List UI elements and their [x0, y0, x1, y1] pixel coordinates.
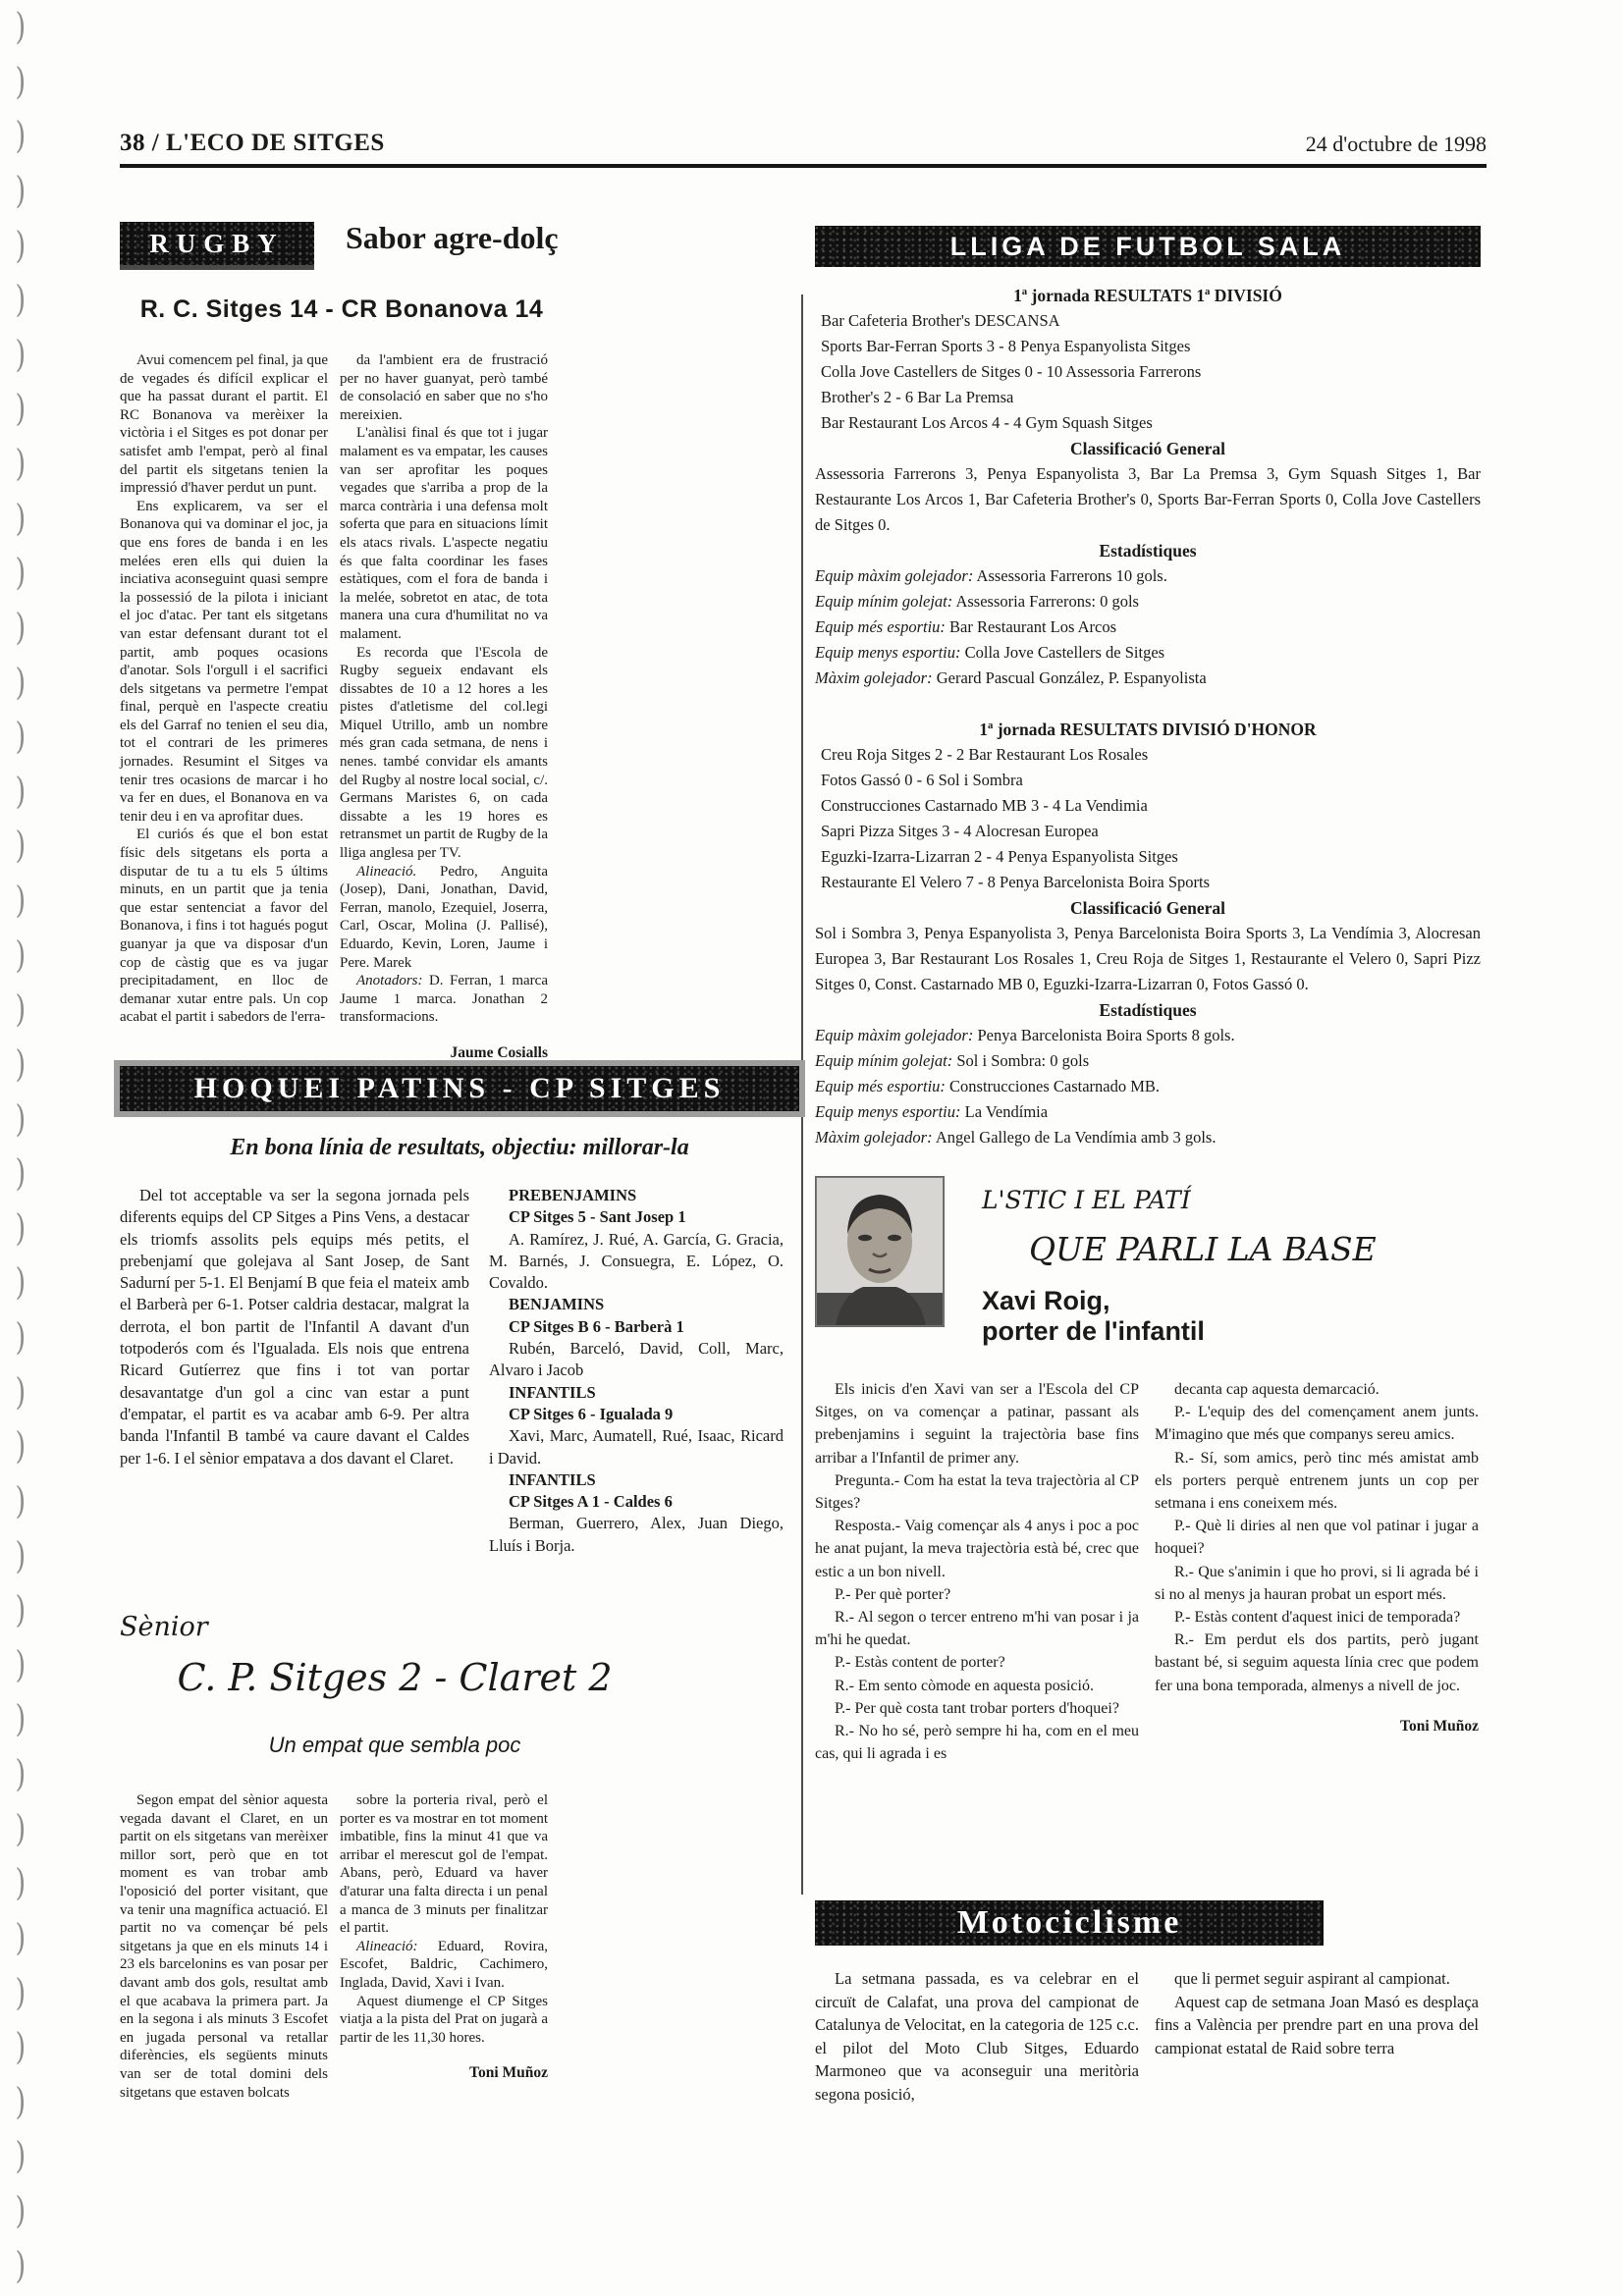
binding-mark: ) [15, 769, 27, 812]
rugby-column-2 [340, 351, 548, 1063]
paragraph: R.- Que s'animin i que ho provi, si li agrada bé i si no al menys ja hauran probat un esport més. [1155, 1563, 1479, 1603]
stat-line: Equip mínim golejat: Sol i Sombra: 0 gols [815, 1051, 1090, 1070]
binding-mark: ) [15, 2188, 27, 2232]
paragraph: Sapri Pizza Sitges 3 - 4 Alocresan Europea [821, 822, 1099, 840]
binding-mark: ) [15, 1587, 27, 1631]
binding-strip [2, 4, 39, 2286]
paragraph: P.- Estàs content de porter? [835, 1654, 1005, 1672]
stat-label: Màxim golejador: [815, 668, 933, 687]
stat-line: Equip màxim golejador: Penya Barcelonista Boira Sports 8 gols. [815, 1026, 1235, 1044]
team-category: INFANTILS [509, 1382, 596, 1402]
binding-mark: ) [15, 2024, 27, 2068]
paragraph: P.- Estàs content d'aquest inici de temporada? [1174, 1609, 1461, 1627]
hoquei-article [120, 1185, 799, 1557]
paragraph: decanta cap aquesta demarcació. [1174, 1381, 1380, 1398]
rugby-column-2-paras [340, 351, 548, 863]
binding-mark: ) [15, 1642, 27, 1685]
stat-label: Alineació: [356, 1938, 418, 1954]
paragraph: da l'ambient era de frustració per no haver guanyat, però també de consolació en saber que no s'ho mereixien. [340, 352, 548, 423]
binding-mark: ) [15, 59, 27, 102]
paragraph: Construcciones Castarnado MB 3 - 4 La Vendimia [821, 796, 1148, 815]
paragraph: Resposta.- Vaig començar als 4 anys i poc a poc he anat pujant, la meva trajectòria està bé, crec que estic a un bon nivell. [815, 1518, 1139, 1580]
stat-line: Equip més esportiu: Bar Restaurant Los Arcos [815, 617, 1117, 636]
rugby-match-title: R. C. Sitges 14 - CR Bonanova 14 [139, 295, 544, 323]
edition-title: 38 / L'ECO DE SITGES [120, 130, 385, 156]
rugby-byline: Jaume Cosialls [450, 1043, 548, 1061]
paragraph: sobre la porteria rival, però el porter es va mostrar en tot moment imbatible, fins la minut 41 que va arribar el merescut gol de l'empat. Abans, però, Eduard va haver d'aturar una falta directa i un penal a manca de 3 minuts per finalitzar el partit. [340, 1792, 548, 1937]
binding-mark: ) [15, 168, 27, 212]
paragraph: P.- Què li diries al nen que vol patinar i jugar a hoquei? [1155, 1518, 1479, 1558]
binding-mark: ) [15, 1970, 27, 2013]
binding-mark: ) [15, 2079, 27, 2122]
division1-classificacio-title: Classificació General [1070, 439, 1225, 458]
interview-kicker: L'STIC I EL PATÍ [982, 1186, 1191, 1214]
interview-titles [982, 1176, 1377, 1347]
binding-mark: ) [15, 1041, 27, 1086]
interview-column-2-paras [1155, 1378, 1479, 1697]
division1-estadistiques-title: Estadístiques [1099, 541, 1197, 561]
paragraph: Restaurante El Velero 7 - 8 Penya Barcelonista Boira Sports [821, 873, 1211, 891]
interview-subject-role: porter de l'infantil [982, 1316, 1205, 1346]
binding-mark: ) [15, 114, 27, 157]
binding-mark: ) [15, 605, 27, 649]
hoquei-narrative-column [120, 1185, 469, 1557]
team-match: CP Sitges A 1 - Caldes 6 [509, 1492, 673, 1512]
futbol-sala-banner: LLIGA DE FUTBOL SALA [815, 226, 1481, 267]
hoquei-subhead: En bona línia de resultats, objectiu: millorar-la [230, 1135, 689, 1160]
rugby-column-1 [120, 351, 328, 1063]
rugby-section [120, 222, 564, 1063]
paragraph: Eguzki-Izarra-Lizarran 2 - 4 Penya Espanyolista Sitges [821, 847, 1178, 866]
paragraph: Pregunta.- Com ha estat la teva trajectòria al CP Sitges? [815, 1471, 1139, 1513]
paragraph: R.- Em perdut els dos partits, però jugant bastant bé, si seguim aquesta línia crec que podem fer una bona temporada, almenys a nivell de joc. [1155, 1631, 1479, 1694]
motociclisme-section [815, 1900, 1481, 2106]
honor-classificacio-title: Classificació General [1070, 898, 1225, 918]
binding-mark: ) [15, 441, 27, 485]
senior-match-title: C. P. Sitges 2 - Claret 2 [177, 1656, 613, 1699]
senior-column-2 [340, 1791, 548, 2102]
binding-mark: ) [15, 277, 27, 321]
binding-mark: ) [15, 332, 27, 375]
binding-mark: ) [15, 551, 27, 594]
stat-label: Equip mínim golejat: [815, 592, 953, 611]
stat-line: Anotadors: D. Ferran, 1 marca Jaume 1 marca. Jonathan 2 transformacions. [340, 973, 548, 1026]
motociclisme-article [815, 1967, 1481, 2106]
paragraph: Brother's 2 - 6 Bar La Premsa [821, 388, 1014, 406]
team-players: Xavi, Marc, Aumatell, Rué, Isaac, Ricard i David. [489, 1426, 784, 1468]
binding-mark: ) [15, 824, 27, 867]
paragraph: L'anàlisi final és que tot i jugar malament es va empatar, les causes van ser aprofitar les poques vegades que s'arriba a prop de la marca contrària i una defensa molt soferta que para en situacions límit els atacs rivals. L'aspecte negatiu és que falta coordinar les fases estàtiques, com el fora de banda i la melée, sobretot en atac, de tota manera una cura d'humilitat no va malament. [340, 425, 548, 642]
binding-mark: ) [15, 714, 27, 758]
binding-mark: ) [15, 988, 27, 1031]
division1-results [815, 308, 1481, 436]
column-rule [801, 294, 803, 1895]
senior-column-1 [120, 1791, 328, 2102]
stat-label: Màxim golejador: [815, 1128, 933, 1147]
team-players: A. Ramírez, J. Rué, A. García, G. Gracia, M. Barnés, J. Consuegra, E. López, O. Covaldo. [489, 1229, 784, 1293]
binding-mark: ) [15, 1806, 27, 1849]
senior-label: Sènior [120, 1612, 208, 1642]
binding-mark: ) [15, 1697, 27, 1740]
binding-mark: ) [15, 1260, 27, 1304]
division1-stats [815, 563, 1481, 691]
stat-line: Equip mínim golejat: Assessoria Farrerons: 0 gols [815, 592, 1139, 611]
binding-mark: ) [15, 387, 27, 430]
paragraph: Colla Jove Castellers de Sitges 0 - 10 Assessoria Farrerons [821, 362, 1202, 381]
honor-estadistiques-title: Estadístiques [1099, 1000, 1197, 1020]
honor-results [815, 742, 1481, 895]
hoquei-section [120, 1066, 799, 1557]
interview-title: QUE PARLI LA BASE [1029, 1230, 1377, 1268]
senior-article [120, 1791, 670, 2102]
page-header [120, 130, 1487, 168]
rugby-headline: Sabor agre-dolç [346, 220, 559, 255]
binding-mark: ) [15, 496, 27, 539]
team-category: INFANTILS [509, 1469, 596, 1489]
interview-article [815, 1378, 1481, 1765]
paragraph: Fotos Gassó 0 - 6 Sol i Sombra [821, 771, 1023, 789]
binding-mark: ) [15, 223, 27, 266]
team-category: BENJAMINS [509, 1295, 605, 1314]
xavi-roig-photo [815, 1176, 945, 1327]
hoquei-results-column [489, 1185, 784, 1557]
team-players: Berman, Guerrero, Alex, Juan Diego, Lluís i Borja. [489, 1514, 784, 1555]
paragraph: La setmana passada, es va celebrar en el circuït de Calafat, una prova del campionat de Catalunya de Velocitat, en la categoria de 125 c.c. el pilot del Moto Club Sitges, Eduardo Marmoneo que va aconseguir una meritòria segona posició, [815, 1969, 1139, 2104]
paragraph: El curiós és que el bon estat físic dels sitgetans els porta a disputar de tu a tu els 5 últims minuts, en un partit que ja tenia que estar sentenciat a favor del Bonanova, i fins i tot hagués pogut guanyar ja que va disposar d'un cop de càstig que es va jugar precipitadament, en lloc de demanar xutar entre pals. Un cop acabat el partit i sabedors de l'erra- [120, 827, 328, 1026]
team-match: CP Sitges 5 - Sant Josep 1 [509, 1207, 686, 1227]
paragraph: R.- Al segon o tercer entreno m'hi van posar i ja m'hi he quedat. [815, 1609, 1139, 1649]
paragraph: Aquest cap de setmana Joan Masó es desplaça fins a València per prendre part en una prova del campionat estatal de Raid sobre terra [1155, 1992, 1479, 2057]
binding-mark: ) [15, 1205, 27, 1249]
paragraph: P.- L'equip des del començament anem junts. M'imagino que més que companys sereu amics. [1155, 1404, 1479, 1444]
rugby-article [120, 351, 564, 1063]
senior-section [120, 1612, 670, 2102]
stat-label: Equip màxim golejador: [815, 566, 974, 585]
paragraph: que li permet seguir aspirant al campionat. [1174, 1969, 1450, 1988]
binding-mark: ) [15, 878, 27, 922]
binding-mark: ) [15, 1096, 27, 1140]
paragraph: R.- No ho sé, però sempre hi ha, com en el meu cas, qui li agrada i es [815, 1723, 1139, 1763]
binding-mark: ) [15, 1861, 27, 1904]
paragraph: Ens explicarem, va ser el Bonanova qui va dominar el joc, ja que ens fores de banda i en les melées eren ells qui duien la inciativa aconseguint quasi sempre la possessió de la pilota i iniciant el joc d'atac. Per tant els sitgetans van estar defensant durant tot el partit, amb poques ocasions d'anotar. Sols l'orgull i el sacrifici dels sitgetans va permetre l'empat final, perquè en l'aspecte creatiu els del Garraf no tenien el seu dia, tot el contrari de les primeres jornades. Resumint el Sitges va tenir tres ocasions de marcar i ho va fer en dues, el Bonanova en va tenir deu i en va aprofitar dues. [120, 498, 328, 825]
interview-section [815, 1176, 1481, 1765]
team-match: CP Sitges 6 - Igualada 9 [509, 1404, 674, 1423]
division1-title: 1ª jornada RESULTATS 1ª DIVISIÓ [1013, 286, 1282, 305]
stat-label: Equip menys esportiu: [815, 643, 961, 662]
motociclisme-banner: Motociclisme [815, 1900, 1324, 1946]
binding-mark: ) [15, 1150, 27, 1195]
senior-column-2-paras-b [340, 1993, 548, 2048]
paragraph: R.- Em sento còmode en aquesta posició. [835, 1677, 1094, 1694]
paragraph: Bar Restaurant Los Arcos 4 - 4 Gym Squash Sitges [821, 413, 1153, 432]
binding-mark: ) [15, 1424, 27, 1468]
binding-mark: ) [15, 2134, 27, 2177]
stat-label: Equip més esportiu: [815, 1077, 946, 1095]
binding-mark: ) [15, 4, 27, 48]
paragraph: Els inicis d'en Xavi van ser a l'Escola del CP Sitges, on va començar a patinar, passant als prebenjamins i seguint la trajectòria base fins arribar a l'Infantil de primer any. [815, 1381, 1139, 1467]
binding-mark: ) [15, 1751, 27, 1795]
binding-mark: ) [15, 1478, 27, 1522]
stat-label: Equip mínim golejat: [815, 1051, 953, 1070]
motociclisme-column-1 [815, 1967, 1139, 2106]
honor-classificacio: Sol i Sombra 3, Penya Espanyolista 3, Penya Barcelonista Boira Sports 3, La Vendímia 3, Alocresan Europea 3, Bar Restaurant Los Rosales 1, Creu Roja de Sitges 1, Restaurante el Velero 0, Sapri Pizz Sitges 0, Const. Castarnado MB 0, Eguzki-Izarra-Lizarran 0, Fotos Gassó 0. [815, 924, 1481, 993]
paragraph: Es recorda que l'Escola de Rugby segueix endavant els dissabtes de 10 a 12 hores a les pistes d'atletisme del col.legi Miquel Utrillo, amb un nombre més gran cada setmana, de nens i nenes. també convidar els amants del Rugby al nostre local social, c/. Germans Maristes 6, on cada dissabte a les 19 hores es retransmet un partit de Rugby de la lliga anglesa per TV. [340, 644, 548, 862]
senior-column-2-paras-a [340, 1791, 548, 1938]
binding-mark: ) [15, 660, 27, 703]
issue-date: 24 d'octubre de 1998 [1305, 132, 1487, 156]
futbol-sala-body [815, 283, 1481, 1150]
stat-line: Equip menys esportiu: La Vendímia [815, 1102, 1049, 1121]
interview-header [815, 1176, 1481, 1347]
stat-label: Equip més esportiu: [815, 617, 946, 636]
team-match: CP Sitges B 6 - Barberà 1 [509, 1316, 684, 1336]
paragraph: Avui comencem pel final, ja que de vegades és difícil explicar el que ha passat durant el partit. El RC Bonanova va merèixer la victòria i el Sitges es pot donar per satisfet amb l'empat, però al final del partit els sitgetans tenien la impressió d'haver perdut un punt. [120, 352, 328, 497]
stat-line: Màxim golejador: Gerard Pascual González, P. Espanyolista [815, 668, 1207, 687]
senior-subtitle: Un empat que sembla poc [268, 1733, 521, 1757]
paragraph: P.- Per què porter? [835, 1585, 951, 1603]
stat-line: Alineació. Pedro, Anguita (Josep), Dani, Jonathan, David, Ferran, manolo, Ezequiel, Joserra, Carl, Oscar, Molina (J. Pallisé), Eduardo, Kevin, Loren, Jaume i Pere. Marek [340, 863, 548, 971]
binding-mark: ) [15, 2243, 27, 2286]
paragraph: P.- Per què costa tant trobar porters d'hoquei? [835, 1699, 1119, 1717]
binding-mark: ) [15, 1314, 27, 1359]
senior-byline: Toni Muñoz [469, 2064, 548, 2082]
motociclisme-column-2 [1155, 1967, 1479, 2106]
interview-column-2 [1155, 1378, 1479, 1765]
interview-column-1 [815, 1378, 1139, 1765]
paragraph: Aquest diumenge el CP Sitges viatja a la pista del Prat on jugarà a partir de les 11,30 hores. [340, 1993, 548, 2046]
rugby-banner-row [120, 222, 564, 270]
division1-classificacio: Assessoria Farrerons 3, Penya Espanyolista 3, Bar La Premsa 3, Gym Squash Sitges 1, Bar Restaurante Los Arcos 1, Bar Cafeteria Brother's 0, Sports Bar-Ferran Sports 0, Colla Jove Castellers de Sitges 0. [815, 464, 1481, 534]
interview-subject-name: Xavi Roig, [982, 1286, 1110, 1315]
stat-label: Anotadors: [356, 973, 423, 989]
binding-mark: ) [15, 1533, 27, 1576]
senior-lineup [340, 1938, 548, 1993]
futbol-sala-section [815, 226, 1481, 1150]
portrait-illustration [816, 1177, 944, 1326]
interview-byline: Toni Muñoz [1400, 1717, 1479, 1735]
stat-line: Màxim golejador: Angel Gallego de La Vendímia amb 3 gols. [815, 1128, 1217, 1147]
stat-label: Equip menys esportiu: [815, 1102, 961, 1121]
section-gap [815, 691, 1481, 717]
rugby-lineup [340, 863, 548, 1027]
stat-line: Equip més esportiu: Construcciones Castarnado MB. [815, 1077, 1161, 1095]
stat-line: Alineació: Eduard, Rovira, Escofet, Baldric, Cachimero, Inglada, David, Xavi i Ivan. [340, 1938, 548, 1991]
paragraph: Creu Roja Sitges 2 - 2 Bar Restaurant Los Rosales [821, 745, 1149, 764]
binding-mark: ) [15, 1915, 27, 1959]
paragraph: Sports Bar-Ferran Sports 3 - 8 Penya Espanyolista Sitges [821, 337, 1191, 355]
binding-mark: ) [15, 1369, 27, 1413]
stat-label: Alineació. [356, 863, 417, 880]
binding-mark: ) [15, 933, 27, 976]
team-category: PREBENJAMINS [509, 1186, 637, 1204]
stat-line: Equip màxim golejador: Assessoria Farrerons 10 gols. [815, 566, 1167, 585]
stat-label: Equip màxim golejador: [815, 1026, 974, 1044]
stat-line: Equip menys esportiu: Colla Jove Castellers de Sitges [815, 643, 1165, 662]
paragraph: R.- Sí, som amics, però tinc més amistat amb els porters perquè entrenem junts un cop per setmana i ens coneixem més. [1155, 1449, 1479, 1513]
paragraph: Del tot acceptable va ser la segona jornada pels diferents equips del CP Sitges a Pins Vens, a destacar els triomfs assolits pels equips més petits, el prebenjamí que golejava al Sant Josep, de Sant Sadurní per 5-1. El Benjamí B que feia el mateix amb el Barberà per 6-1. Potser caldria destacar, malgrat la derrota, el bon partit de l'Infantil A davant d'un totpoderós com és l'Igualada. Els nois que entrena Ricard Gutíerrez que fins i tot van portar desavantatge d'un gol a cinc van estar a punt d'empatar, el partit es va acabar amb 6-9. Per altra banda l'Infantil B també va caure davant el Caldes per 1-6. I el sènior empatava a dos davant el Claret. [120, 1186, 469, 1468]
rugby-section-banner: RUGBY [120, 222, 314, 270]
honor-stats [815, 1023, 1481, 1150]
paragraph: Segon empat del sènior aquesta vegada davant el Claret, en un partit on els sitgetans van merèixer millor sort, però que en tot moment es van trobar amb l'oposició del porter visitant, que va tenir una magnífica actuació. El partit no va començar bé pels sitgetans ja que en els minuts 14 i 23 els barcelonins es van posar per davant amb dos gols, resultat amb el que acabava la primera part. Ja en la segona i als minuts 3 Escofet en jugada personal va retallar diferències, els següents minuts van ser de total domini dels sitgetans que estaven bolcats [120, 1792, 328, 2101]
team-players: Rubén, Barceló, David, Coll, Marc, Alvaro i Jacob [489, 1339, 784, 1380]
paragraph: Bar Cafeteria Brother's DESCANSA [821, 311, 1060, 330]
hoquei-section-banner: HOQUEI PATINS - CP SITGES [120, 1066, 799, 1111]
honor-title: 1ª jornada RESULTATS DIVISIÓ D'HONOR [979, 720, 1317, 739]
